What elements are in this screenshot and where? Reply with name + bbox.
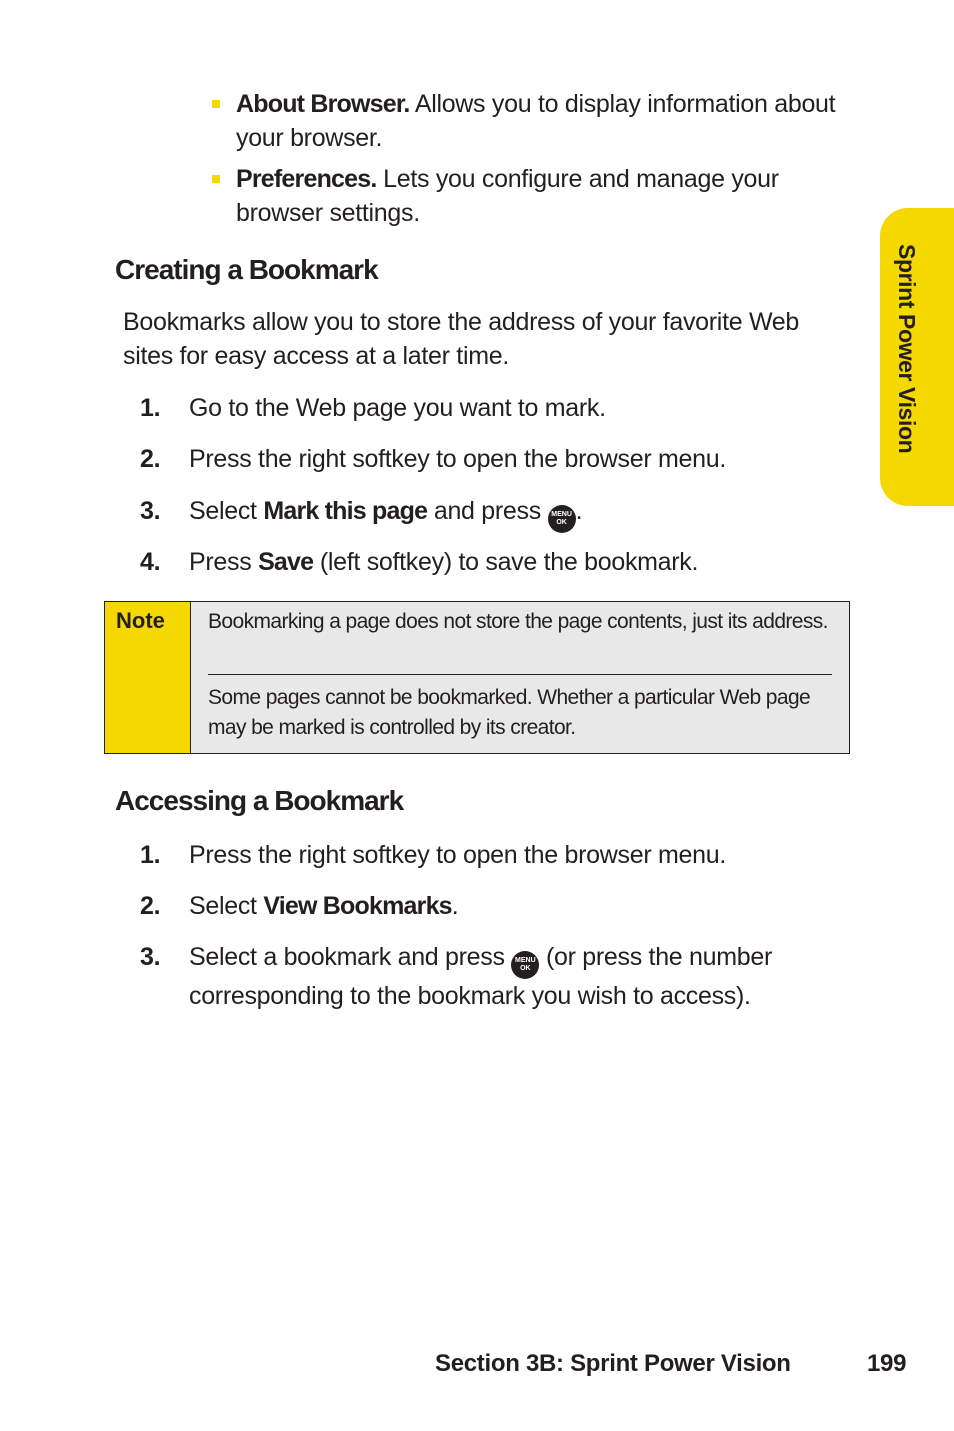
note-text-2: Some pages cannot be bookmarked. Whether a particular Web page may be marked is controlled by its creator.	[208, 686, 811, 739]
step-number: 2.	[140, 892, 161, 920]
step-text-pre: Select a bookmark and press	[189, 943, 512, 971]
bullet-desc: Lets you configure and manage your browser settings.	[236, 165, 779, 227]
step-number: 1.	[140, 841, 161, 869]
step-text-post: (or press the number corresponding to the bookmark you wish to access).	[189, 943, 773, 1010]
step-text: Go to the Web page you want to mark.	[189, 394, 606, 422]
bullet-term: About Browser.	[236, 90, 410, 118]
step-bold: Save	[258, 548, 314, 576]
step-number: 4.	[140, 548, 161, 576]
menu-ok-key-icon: MENU OK	[511, 951, 539, 979]
note-divider	[208, 674, 832, 675]
creating-intro: Bookmarks allow you to store the address of your favorite Web sites for easy access at a later time.	[123, 308, 800, 370]
note-label: Note	[116, 608, 165, 633]
note-text-1: Bookmarking a page does not store the page contents, just its address.	[208, 610, 828, 633]
step-text-pre: Select	[189, 497, 264, 525]
step-text-post: (left softkey) to save the bookmark.	[313, 548, 699, 576]
step-number: 2.	[140, 445, 161, 473]
step-text: Press the right softkey to open the browser menu.	[189, 841, 726, 869]
bullet-square-icon	[212, 175, 220, 183]
step-bold: Mark this page	[263, 497, 428, 525]
step-text-post: and press	[427, 497, 548, 525]
bullet-desc: Allows you to display information about your browser.	[236, 90, 836, 152]
side-tab	[880, 208, 954, 506]
bullet-term: Preferences.	[236, 165, 377, 193]
bullet-square-icon	[212, 100, 220, 108]
step-number: 3.	[140, 943, 161, 971]
step-number: 3.	[140, 497, 161, 525]
side-tab-label: Sprint Power Vision	[894, 244, 920, 454]
heading-creating-bookmark: Creating a Bookmark	[115, 254, 378, 285]
step-text-post: .	[451, 892, 459, 920]
step-text-end: .	[575, 497, 583, 525]
heading-accessing-bookmark: Accessing a Bookmark	[115, 785, 404, 816]
step-bold: View Bookmarks	[263, 892, 452, 920]
step-text-pre: Select	[189, 892, 264, 920]
step-text: Press the right softkey to open the browser menu.	[189, 445, 726, 473]
step-number: 1.	[140, 394, 161, 422]
step-text-pre: Press	[189, 548, 259, 576]
footer-section-title: Section 3B: Sprint Power Vision	[435, 1350, 791, 1377]
note-box	[104, 601, 850, 754]
menu-ok-key-icon: MENU OK	[548, 505, 576, 533]
note-label-cell	[105, 602, 191, 753]
footer-page-number: 199	[867, 1350, 907, 1377]
